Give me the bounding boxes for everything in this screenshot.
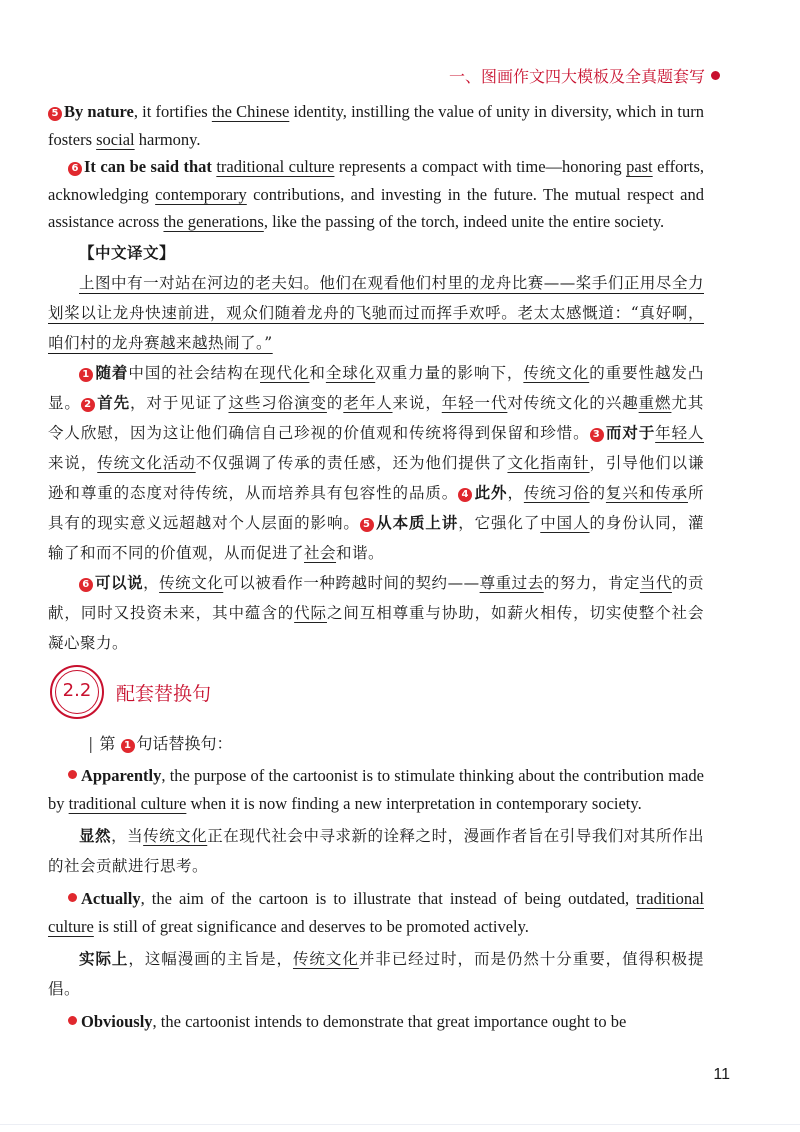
running-header (449, 64, 720, 87)
lead-phrase: Obviously (81, 1012, 153, 1031)
main-text (48, 98, 704, 658)
underlined-phrase: 当代 (639, 573, 672, 592)
replacement-2-zh (48, 944, 704, 1004)
underlined-phrase: 社会 (304, 543, 337, 562)
text: is still of great significance and deserves to be promoted actively. (93, 916, 529, 936)
replacement-1-zh (48, 821, 704, 881)
lead-phrase: 首先 (96, 392, 131, 412)
underlined-phrase: 这些习俗演变 (228, 393, 327, 412)
number-4-icon: 4 (458, 488, 472, 502)
lead-phrase: 实际上 (79, 949, 129, 968)
underlined-phrase: 传统习俗 (523, 483, 590, 502)
underlined-phrase: the generations (163, 212, 264, 231)
text: ，这幅漫画的主旨是， (128, 950, 293, 968)
section-number-badge (50, 665, 104, 719)
lead-phrase: It can be said that (84, 157, 212, 176)
footer-divider (0, 1124, 800, 1125)
underlined-phrase: traditional culture (68, 793, 187, 813)
underlined-phrase: the Chinese (211, 102, 290, 121)
text: 句话替换句： (136, 734, 233, 753)
replacement-2-en (48, 885, 704, 940)
text: represents a compact with time—honoring (334, 157, 627, 176)
lead-phrase: By nature (64, 102, 134, 121)
lead-phrase: 而对于 (605, 422, 656, 442)
number-5-icon: 5 (48, 107, 62, 121)
text: 第 (99, 734, 116, 753)
lead-phrase: Apparently (81, 766, 162, 785)
text: 来说， (392, 393, 442, 412)
text: , like the passing of the torch, indeed unite the entire society. (263, 212, 665, 231)
lead-phrase: 可以说 (95, 572, 144, 592)
underlined-phrase: 年轻人 (655, 423, 704, 442)
text: contributions, and investing in the future. The mutual respect and assistance across (48, 184, 704, 231)
replacement-3-en (48, 1008, 704, 1036)
underlined-phrase: 老年人 (343, 393, 393, 412)
text: ， (143, 573, 160, 592)
underlined-phrase: traditional culture (216, 157, 335, 176)
bullet-icon (68, 1016, 77, 1025)
underlined-phrase: 现代化 (260, 363, 310, 382)
underlined-phrase: 传统文化 (523, 363, 590, 382)
bar-icon: | (88, 734, 94, 753)
text: 尤其令人欣慰，因为这让他们确信自己珍视的价值观和传统将得到保留和珍惜。 (48, 393, 704, 442)
header-title: 一、图画作文四大模板及全真题套写 (448, 67, 705, 86)
text: 双重力量的影响下， (375, 363, 524, 382)
text: , the aim of the cartoon is to illustrate that instead of being outdated, (140, 889, 637, 908)
subheading (48, 730, 704, 758)
english-paragraph-5 (48, 98, 704, 153)
text: when it is now finding a new interpretation in contemporary society. (186, 793, 642, 813)
underlined-phrase: 传统文化 (143, 827, 208, 845)
underlined-phrase: past (626, 157, 653, 176)
text: , it fortifies (133, 102, 212, 121)
text: ，它强化了 (458, 513, 541, 532)
text: ， (507, 483, 524, 502)
underlined-phrase: contemporary (155, 184, 247, 204)
text: identity, instilling the value of unity in diversity, which in turn fosters (48, 102, 705, 149)
number-6-icon: 6 (79, 578, 93, 592)
text: , the purpose of the cartoonist is to stimulate thinking about the contribution made by (48, 766, 704, 813)
bullet-icon (68, 893, 77, 902)
section-number: 2.2 (62, 680, 92, 701)
text: 对传统文化的兴趣 (507, 393, 639, 412)
text: 并非已经过时，而是仍然十分重要，值得积极提倡。 (48, 950, 704, 998)
lead-phrase: 此外 (474, 482, 508, 502)
text: 和 (309, 363, 326, 382)
underlined-phrase: 代际 (294, 603, 327, 622)
number-2-icon: 2 (81, 398, 95, 412)
text: 的 (589, 483, 606, 502)
text: 的贡献，同时又投资未来，其中蕴含的 (48, 573, 704, 622)
english-paragraph-6 (48, 153, 704, 236)
text: 的 (326, 393, 344, 412)
lead-phrase: 显然 (79, 826, 112, 845)
text: 可以被看作一种跨越时间的契约—— (223, 573, 480, 592)
lead-phrase: 从本质上讲 (375, 512, 459, 532)
number-1-icon: 1 (79, 368, 93, 382)
lead-phrase: Actually (81, 889, 141, 908)
text: 正在现代社会中寻求新的诠释之时，漫画作者旨在引导我们对其所作出的社会贡献进行思考。 (48, 827, 704, 875)
text: efforts, acknowledging (48, 157, 705, 204)
header-dot-icon (711, 71, 720, 80)
text: 之间互相尊重与协助，如薪火相传，切实使整个社会凝心聚力。 (48, 603, 704, 652)
text: 的努力，肯定 (543, 573, 640, 592)
underlined-phrase: 传统文化 (159, 573, 224, 592)
text: ，对于见证了 (130, 393, 229, 412)
number-6-icon: 6 (68, 162, 82, 176)
underlined-phrase: 尊重过去 (479, 573, 544, 592)
section-title: 配套替换句 (116, 682, 212, 705)
underlined-phrase: 上图中有一对站在河边的老夫妇。他们在观看他们村里的龙舟比赛——桨手们正用尽全力划桨以让龙舟快速前进，观众们随着龙舟的飞驰而过而挥手欢呼。老太太感慨道：“真好啊，咱们村的龙舟赛越来越热闹了。” (48, 273, 704, 352)
text: ，当 (111, 827, 144, 845)
text: ，引导他们以谦逊和尊重的态度对待传统，从而培养具有包容性的品质。 (48, 453, 704, 502)
underlined-phrase: 传统文化活动 (97, 453, 196, 472)
text: , the cartoonist intends to demonstrate that great importance ought to be (152, 1012, 627, 1031)
replacement-1-en (48, 762, 704, 817)
underlined-phrase: 年轻一代 (441, 393, 508, 412)
number-1-icon: 1 (121, 739, 135, 753)
translation-heading: 【中文译文】 (79, 242, 176, 262)
lead-phrase: 随着 (95, 362, 129, 382)
bullet-icon (68, 770, 77, 779)
text: 所具有的现实意义远超越对个人层面的影响。 (48, 483, 704, 532)
text: 中国的社会结构在 (128, 363, 261, 382)
underlined-phrase: social (96, 129, 135, 149)
text: 的重要性越发凸显。 (48, 363, 704, 412)
underlined-phrase: traditional culture (48, 889, 704, 936)
underlined-phrase: 复兴和传承 (605, 483, 688, 502)
replacement-sentences (48, 730, 704, 1036)
page-number: 11 (713, 1066, 730, 1083)
text: 来说， (48, 453, 98, 472)
underlined-phrase: 中国人 (540, 513, 590, 532)
text: 和谐。 (336, 543, 385, 562)
text: harmony. (134, 129, 201, 149)
underlined-phrase: 全球化 (325, 363, 376, 382)
number-3-icon: 3 (590, 428, 604, 442)
translation-paragraph-1 (48, 268, 704, 358)
underlined-phrase: 文化指南针 (507, 453, 590, 472)
underlined-phrase: 传统文化 (292, 950, 359, 968)
translation-paragraph-2 (48, 358, 704, 568)
text: 的身份认同，灌输了和而不同的价值观，从而促进了 (48, 513, 704, 562)
text: 不仅强调了传承的责任感，还为他们提供了 (195, 453, 508, 472)
underlined-phrase: 重燃 (638, 393, 672, 412)
translation-paragraph-3 (48, 568, 704, 658)
number-5-icon: 5 (360, 518, 374, 532)
section-heading (50, 665, 211, 719)
